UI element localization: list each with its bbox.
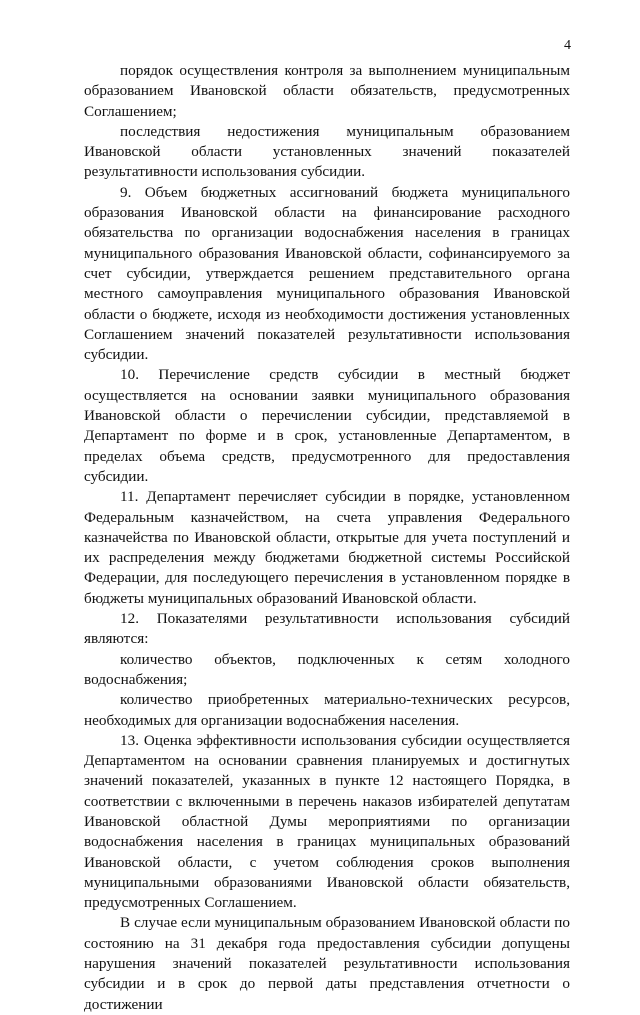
paragraph-item-13: 13. Оценка эффективности использования субсидии осуществляется Департаментом на основании сравнения планируемых и достигнутых значений показателей, указанных в пункте 12 настоящего Порядка, в соответствии с включенными в перечень наказов избирателей депутатам Ивановской областной Думы мероприятиями по организации водоснабжения населения в границах муниципальных образований Ивановской области, с учетом соблюдения сроков выполнения муниципальными образованиями Ивановской области обязательств, предусмотренных Соглашением. bbox=[84, 731, 570, 912]
paragraph-item-9: 9. Объем бюджетных ассигнований бюджета муниципального образования Ивановской области на финансирование расходного обязательства по организации водоснабжения населения в границах муниципального образования Ивановской области, софинансируемого за счет субсидии, утверждается решением представительного органа местного самоуправления муниципального образования Ивановской области о бюджете, исходя из необходимости достижения установленных Соглашением значений показателей результативности использования субсидии. bbox=[84, 183, 570, 364]
paragraph-item-11: 11. Департамент перечисляет субсидии в порядке, установленном Федеральным казначейством, на счета управления Федерального казначейства по Ивановской области, открытые для учета поступлений и их распределения между бюджетами бюджетной системы Российской Федерации, для последующего перечисления в установленном порядке в бюджеты муниципальных образований Ивановской области. bbox=[84, 488, 570, 607]
document-body bbox=[84, 61, 570, 1015]
page-number: 4 bbox=[564, 38, 571, 53]
paragraph-item-10: 10. Перечисление средств субсидии в местный бюджет осуществляется на основании заявки муниципального образования Ивановской области о перечислении субсидии, представляемой в Департамент по форме и в срок, установленные Департаментом, в пределах объема средств, предусмотренного для предоставления субсидии. bbox=[84, 366, 570, 485]
paragraph-violation-case: В случае если муниципальным образованием Ивановской области по состоянию на 31 декабря года предоставления субсидии допущены нарушения значений показателей результативности использования субсидии и в срок до первой даты представления отчетности о достижении bbox=[84, 914, 570, 1013]
paragraph-indicator-objects: количество объектов, подключенных к сетям холодного водоснабжения; bbox=[84, 650, 570, 688]
paragraph-consequences: последствия недостижения муниципальным образованием Ивановской области установленных значений показателей результативности использования субсидии. bbox=[84, 122, 570, 181]
paragraph-control-procedure: порядок осуществления контроля за выполнением муниципальным образованием Ивановской области обязательств, предусмотренных Соглашением; bbox=[84, 62, 570, 120]
paragraph-item-12: 12. Показателями результативности использования субсидий являются: bbox=[84, 610, 570, 648]
paragraph-indicator-resources: количество приобретенных материально-технических ресурсов, необходимых для организации водоснабжения населения. bbox=[84, 691, 570, 729]
